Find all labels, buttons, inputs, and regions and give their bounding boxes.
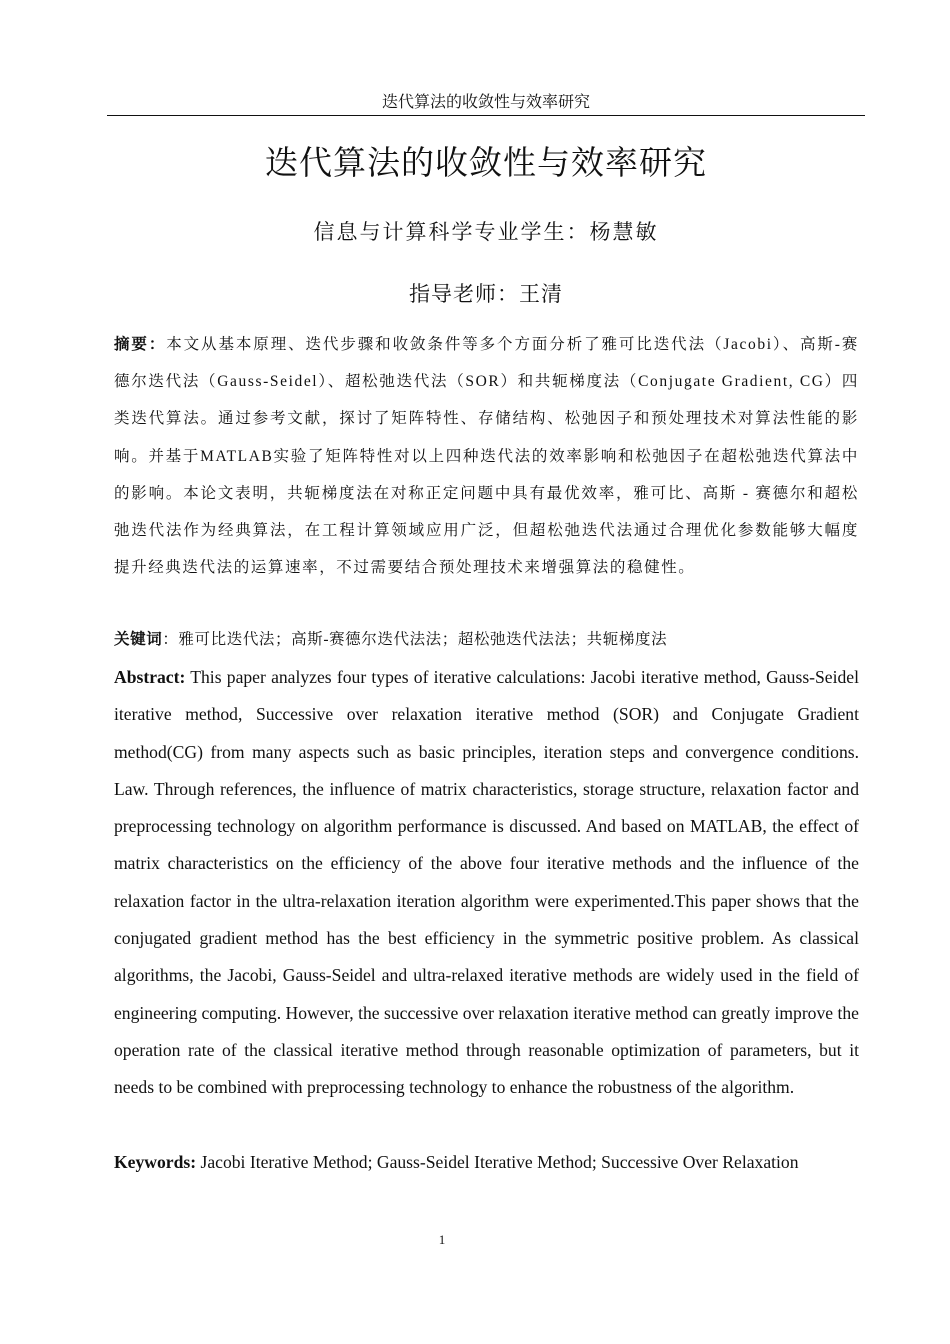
header-rule <box>107 115 865 116</box>
english-keywords-text: Jacobi Iterative Method; Gauss-Seidel Iterative Method; Successive Over Relaxation <box>196 1152 799 1172</box>
paper-title: 迭代算法的收敛性与效率研究 <box>265 143 707 182</box>
chinese-keywords-label: 关键词 <box>114 631 163 648</box>
chinese-abstract-text: 本文从基本原理、迭代步骤和收敛条件等多个方面分析了雅可比迭代法（Jacobi）、高斯-赛德尔迭代法（Gauss-Seidel）、超松弛迭代法（SOR）和共轭梯度法（Conjugate Gradient, CG）四类迭代算法。通过参考文献，探讨了矩阵特性、存储结构、松弛因子和预处理技术对算法性能的影响。并基于MATLAB实验了矩阵特性对以上四种迭代法的效率影响和松弛因子在超松弛迭代算法中的影响。本论文表明，共轭梯度法在对称正定问题中具有最优效率，雅可比、高斯 - 赛德尔和超松弛迭代法作为经典算法，在工程计算领域应用广泛，但超松弛迭代法通过合理优化参数能够大幅度提升经典迭代法的运算速率，不过需要结合预处理技术来增强算法的稳健性。 <box>114 336 859 577</box>
author-line: 信息与计算科学专业学生：杨慧敏 <box>313 220 659 244</box>
english-abstract-label: Abstract: <box>114 667 186 687</box>
chinese-abstract-label: 摘要： <box>114 336 167 353</box>
english-abstract-text: This paper analyzes four types of iterative calculations: Jacobi iterative method, Gauss-Seidel iterative method, Successive over relaxation iterative method (SOR) and Conjugate Gradient method(CG) from many aspects such as basic principles, iteration steps and convergence conditions. Law. Through references, the influence of matrix characteristics, storage structure, relaxation factor and preprocessing technology on algorithm performance is discussed. And based on MATLAB, the effect of matrix characteristics on the efficiency of the above four iterative methods and the influence of the relaxation factor in the ultra-relaxation iteration algorithm were experimented.This paper shows that the conjugated gradient method has the best efficiency in the symmetric positive problem. As classical algorithms, the Jacobi, Gauss-Seidel and ultra-relaxed iterative methods are widely used in the field of engineering computing. However, the successive over relaxation iterative method can greatly improve the operation rate of the classical iterative method through reasonable optimization of parameters, but it needs to be combined with preprocessing technology to enhance the robustness of the algorithm. <box>114 667 859 1098</box>
chinese-abstract <box>114 326 859 586</box>
chinese-keywords <box>114 624 859 656</box>
english-abstract <box>114 659 859 1107</box>
english-keywords <box>114 1146 874 1178</box>
english-keywords-label: Keywords: <box>114 1152 197 1172</box>
running-header: 迭代算法的收敛性与效率研究 <box>381 94 590 111</box>
page-number: 1 <box>438 1232 446 1247</box>
advisor-line: 指导老师：王清 <box>409 282 563 306</box>
chinese-keywords-text: ：雅可比迭代法；高斯-赛德尔迭代法法；超松弛迭代法法；共轭梯度法 <box>162 631 668 648</box>
